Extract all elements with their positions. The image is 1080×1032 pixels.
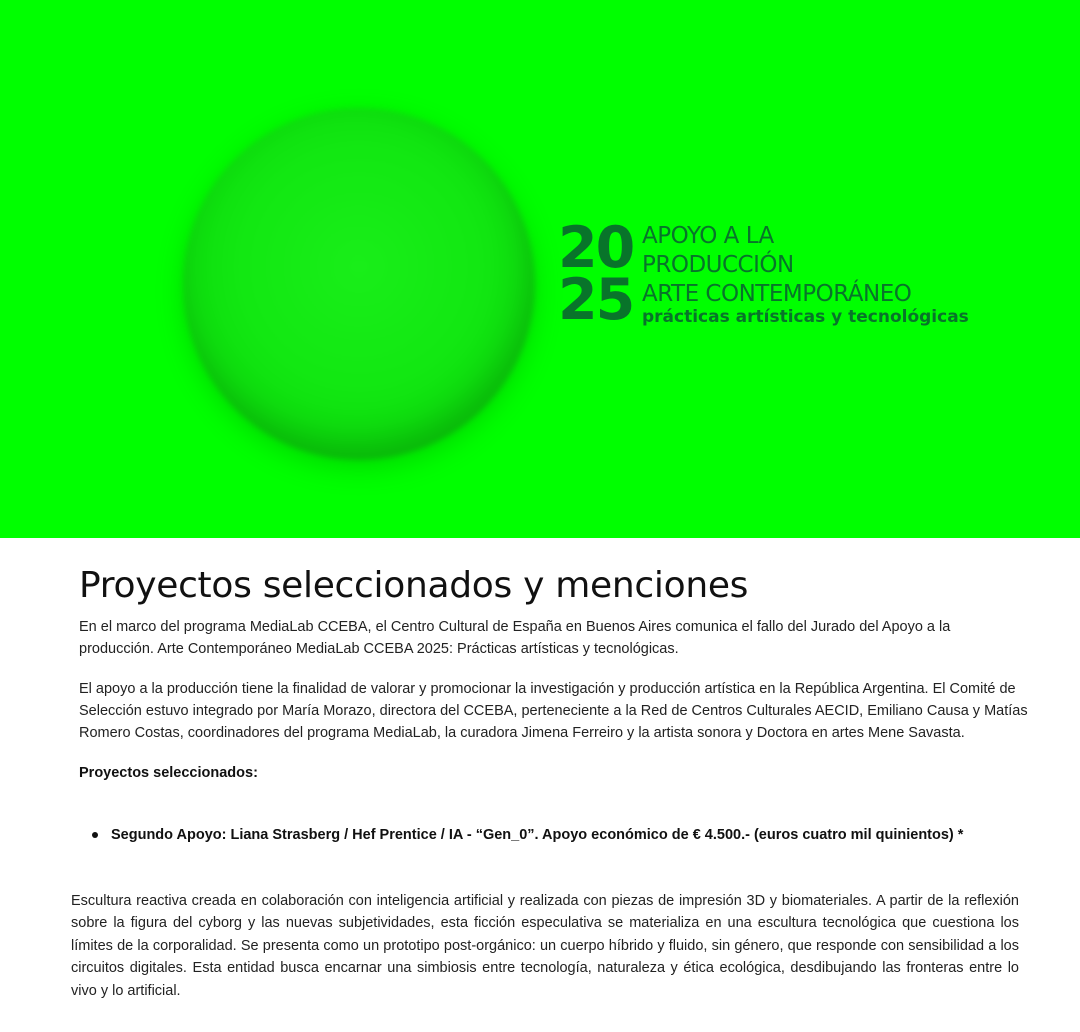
year-mark	[558, 215, 636, 333]
page-title: Proyectos seleccionados y menciones	[79, 565, 749, 606]
program-subtitle: prácticas artísticas y tecnológicas	[642, 307, 969, 327]
year-top: 20	[558, 215, 634, 281]
year-bottom: 25	[558, 267, 634, 333]
project-description: Escultura reactiva creada en colaboración con inteligencia artificial y realizada con piezas de impresión 3D y biomateriales. A partir de la reflexión sobre la figura del cyborg y las nuevas subjetividades, esta ficción especulativa se materializa en una escultura tecnológica que cuestiona los límites de la corporalidad. Se presenta como un prototipo post-orgánico: un cuerpo híbrido y fluido, sin género, que responde con sensibilidad a los circuitos digitales. Esta entidad busca encarnar una simbiosis entre tecnología, naturaleza y ética ecológica, desdibujando las fronteras entre lo vivo y lo artificial.	[71, 892, 1019, 999]
title-line-1: APOYO A LA	[642, 223, 774, 249]
green-orb-graphic	[183, 108, 535, 460]
list-item: Segundo Apoyo: Liana Strasberg / Hef Prentice / IA - “Gen_0”. Apoyo económico de € 4.500.- (euros cuatro mil quinientos) *	[111, 824, 1029, 846]
article-content	[79, 560, 1029, 846]
committee-paragraph: El apoyo a la producción tiene la finalidad de valorar y promocionar la investigación y producción artística en la República Argentina. El Comité de Selección estuvo integrado por María Morazo, directora del CCEBA, perteneciente a la Red de Centros Culturales AECID, Emiliano Causa y Matías Romero Costas, coordinadores del programa MediaLab, la curadora Jimena Ferreiro y la artista sonora y Doctora en artes Mene Savasta.	[79, 681, 1028, 741]
selected-projects-label: Proyectos seleccionados:	[79, 765, 258, 781]
title-line-2: PRODUCCIÓN	[642, 252, 794, 278]
program-title	[642, 222, 982, 328]
title-line-3: ARTE CONTEMPORÁNEO	[642, 281, 912, 307]
selected-projects-list	[79, 824, 1029, 846]
intro-paragraph: En el marco del programa MediaLab CCEBA, el Centro Cultural de España en Buenos Aires comunica el fallo del Jurado del Apoyo a la producción. Arte Contemporáneo MediaLab CCEBA 2025: Prácticas artísticas y tecnológicas.	[79, 619, 951, 657]
